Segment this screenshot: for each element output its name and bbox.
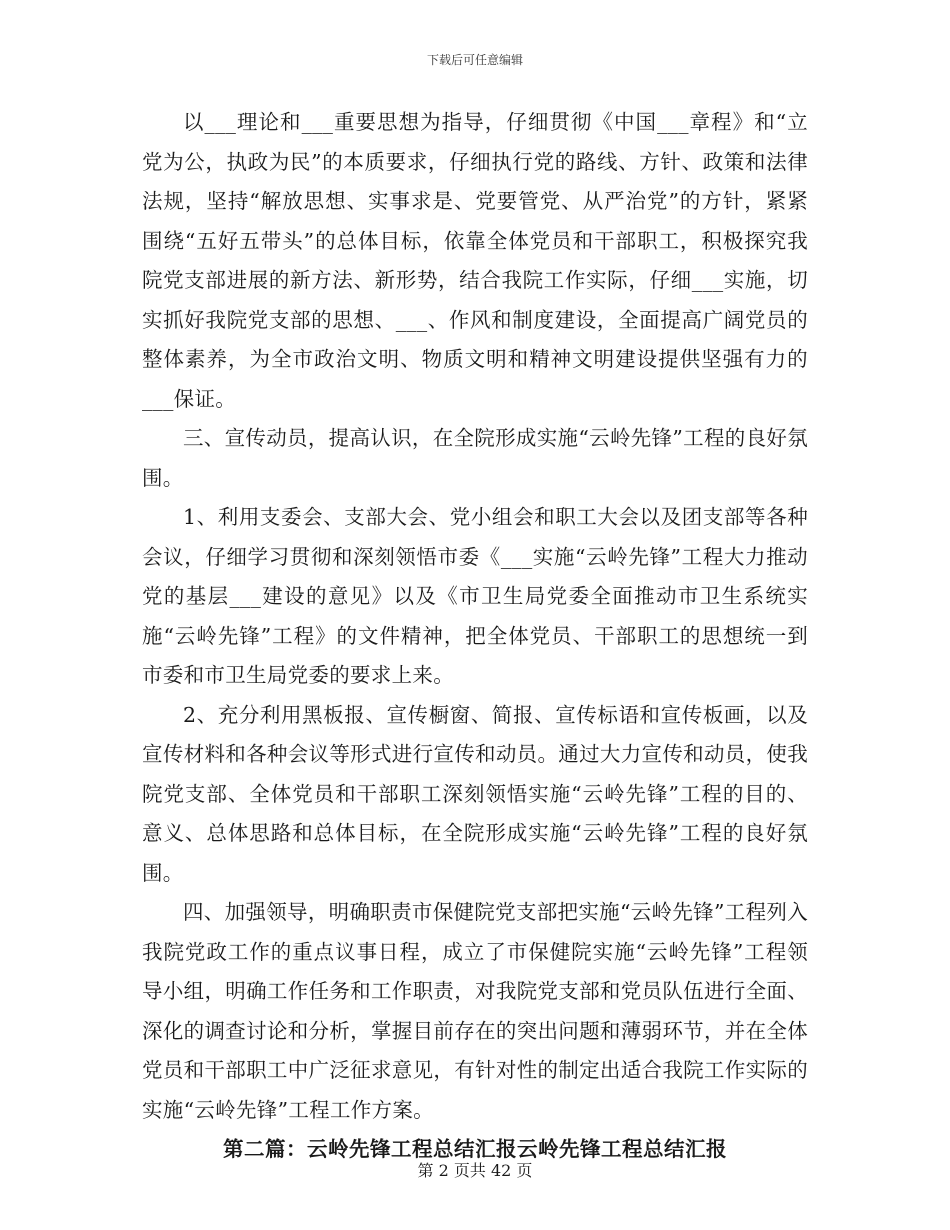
paragraph-item-one: 1、利用支委会、支部大会、党小组会和职工大会以及团支部等各种会议，仔细学习贯彻和深刻领悟市委《___实施“云岭先锋”工程大力推动党的基层___建设的意见》以及《市卫生局党委全面推动市卫生系统实施“云岭先锋”工程》的文件精神，把全体党员、干部职工的思想统一到市委和市卫生局党委的要求上来。 <box>142 505 808 687</box>
document-body <box>142 103 808 1170</box>
section-heading: 第二篇：云岭先锋工程总结汇报云岭先锋工程总结汇报 <box>223 1137 727 1161</box>
paragraph-guiding-ideology: 以___理论和___重要思想为指导，仔细贯彻《中国___章程》和“立党为公，执政为民”的本质要求，仔细执行党的路线、方针、政策和法律法规，坚持“解放思想、实事求是、党要管党、从严治党”的方针，紧紧围绕“五好五带头”的总体目标，依靠全体党员和干部职工，积极探究我院党支部进展的新方法、新形势，结合我院工作实际，仔细___实施，切实抓好我院党支部的思想、___、作风和制度建设，全面提高广阔党员的整体素养，为全市政治文明、物质文明和精神文明建设提供坚强有力的___保证。 <box>142 110 808 411</box>
page-header: 下载后可任意编辑 <box>426 53 523 67</box>
page-number-footer: 第 2 页共 42 页 <box>417 1161 533 1180</box>
paragraph-section-three-title: 三、宣传动员，提高认识，在全院形成实施“云岭先锋”工程的良好氛围。 <box>142 426 808 490</box>
paragraph-section-four: 四、加强领导，明确职责市保健院党支部把实施“云岭先锋”工程列入我院党政工作的重点议事日程，成立了市保健院实施“云岭先锋”工程领导小组，明确工作任务和工作职责，对我院党支部和党员队伍进行全面、深化的调查讨论和分析，掌握目前存在的突出问题和薄弱环节，并在全体党员和干部职工中广泛征求意见，有针对性的制定出适合我院工作实际的实施“云岭先锋”工程工作方案。 <box>142 900 808 1122</box>
paragraph-item-two: 2、充分利用黑板报、宣传橱窗、简报、宣传标语和宣传板画，以及宣传材料和各种会议等形式进行宣传和动员。通过大力宣传和动员，使我院党支部、全体党员和干部职工深刻领悟实施“云岭先锋”工程的目的、意义、总体思路和总体目标，在全院形成实施“云岭先锋”工程的良好氛围。 <box>142 702 808 885</box>
